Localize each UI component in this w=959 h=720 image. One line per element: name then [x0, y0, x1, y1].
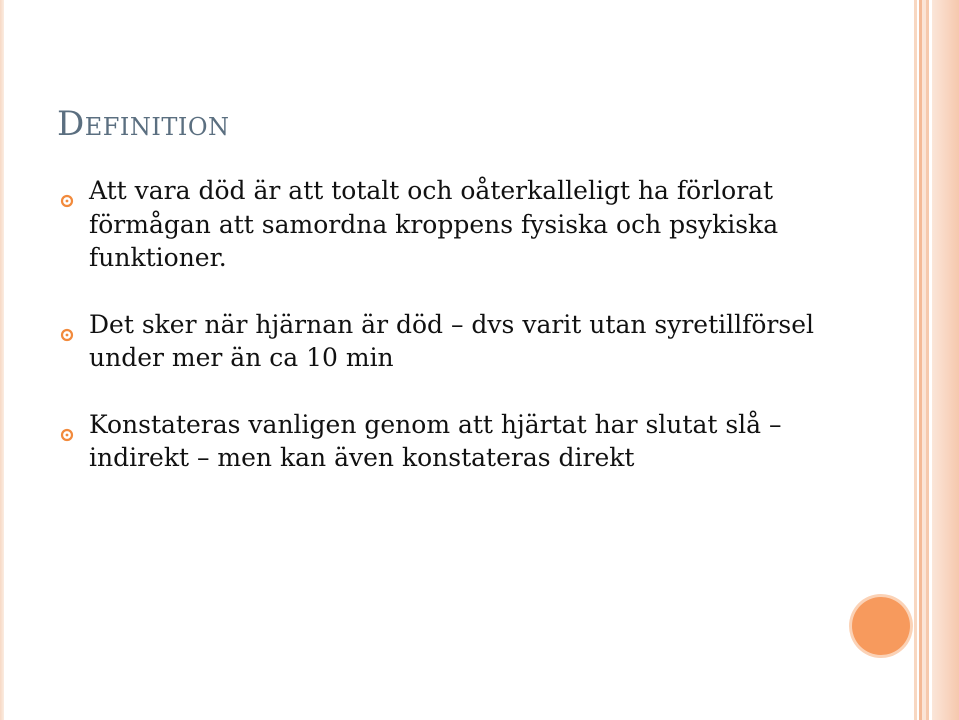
bullet-text: Det sker när hjärnan är död – dvs varit utan syretillförsel under mer än ca 10 min [89, 309, 814, 372]
accent-circle [852, 597, 910, 655]
left-border-decoration [0, 0, 4, 720]
bullet-icon [60, 183, 74, 197]
bullet-item [60, 308, 850, 375]
bullet-text: Konstateras vanligen genom att hjärtat har slutat slå – indirekt – men kan även konstateras direkt [89, 409, 782, 472]
bullet-icon [60, 317, 74, 331]
bullet-icon [60, 417, 74, 431]
right-stripe-fill [932, 0, 959, 720]
slide-title: Definition [57, 104, 230, 144]
bullet-item [60, 408, 850, 475]
bullet-list [60, 174, 850, 508]
bullet-item [60, 174, 850, 275]
bullet-text: Att vara död är att totalt och oåterkalleligt ha förlorat förmågan att samordna kroppens fysiska och psykiska funktioner. [89, 176, 779, 272]
